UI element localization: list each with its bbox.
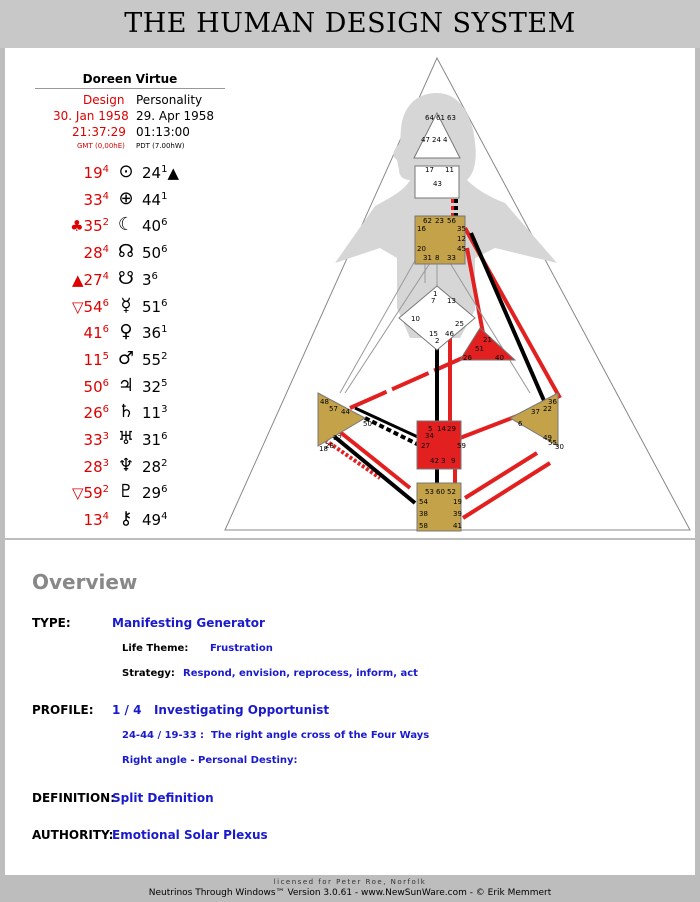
design-gate: 50: [83, 377, 103, 396]
definition-label: DEFINITION:: [32, 791, 116, 805]
gate-label: 33: [447, 254, 456, 262]
gate-label: 43: [433, 180, 442, 188]
gate-label: 25: [455, 320, 464, 328]
gate-label: 7: [431, 297, 436, 305]
report-panel: [5, 540, 695, 875]
design-gate: 28: [83, 457, 103, 476]
personality-gate: 3: [142, 270, 152, 289]
gate-label: 63: [447, 114, 456, 122]
gate-label: 26: [463, 354, 472, 362]
design-line: 4: [102, 270, 109, 282]
personality-date: 29. Apr 1958: [136, 109, 215, 123]
design-line: 4: [102, 164, 109, 175]
gate-label: 60: [436, 488, 445, 496]
gate-label: 36: [548, 398, 557, 406]
gate-label: 57: [329, 405, 338, 413]
personality-gate: 44: [142, 190, 162, 209]
design-date: 30. Jan 1958: [53, 109, 129, 123]
personality-line: 6: [161, 244, 168, 256]
personality-gate: 49: [142, 511, 162, 530]
design-gate: 11: [83, 350, 103, 369]
credit-text: Neutrinos Through Windows™ Version 3.0.61 - www.NewSunWare.com - © Erik Memmert: [148, 888, 552, 898]
gate-label: 14: [437, 425, 446, 433]
gate-label: 51: [475, 345, 484, 353]
gate-label: 44: [341, 408, 350, 416]
personality-line: 6: [161, 431, 168, 442]
personality-time: 01:13:00: [136, 125, 190, 139]
gate-label: 55: [548, 439, 557, 447]
design-gate: 27: [83, 270, 103, 289]
gate-label: 34: [425, 432, 434, 440]
gate-label: 9: [451, 457, 456, 465]
personality-line: 6: [161, 484, 168, 496]
personality-line: 2: [161, 457, 168, 469]
personality-mark: ▲: [167, 164, 180, 182]
gate-label: 61: [436, 114, 445, 122]
personality-gate: 51: [142, 297, 162, 316]
gate-label: 50: [363, 420, 372, 428]
gate-label: 53: [425, 488, 434, 496]
personality-line: 6: [161, 297, 168, 309]
gate-label: 35: [457, 225, 466, 233]
gate-label: 15: [429, 330, 438, 338]
type-value: Manifesting Generator: [112, 616, 265, 630]
gate-label: 56: [447, 217, 456, 225]
gate-label: 4: [443, 136, 448, 144]
personality-line: 2: [161, 350, 168, 362]
gate-label: 13: [447, 297, 456, 305]
personality-line: 1: [161, 164, 168, 175]
jupiter-icon: ♃: [117, 374, 135, 396]
life-theme-label: Life Theme:: [122, 643, 189, 654]
mercury-icon: ☿: [120, 294, 132, 316]
gate-label: 62: [423, 217, 432, 225]
mars-icon: ♂: [117, 347, 135, 369]
bodygraph: [5, 48, 695, 538]
gate-label: 30: [555, 443, 564, 451]
design-gate: 26: [83, 404, 103, 423]
gate-label: 48: [320, 398, 329, 406]
gate-label: 20: [417, 245, 426, 253]
design-gate: 35: [83, 217, 103, 236]
north-node-icon: ☊: [118, 241, 134, 263]
design-line: 4: [102, 190, 109, 202]
design-gate: 28: [83, 244, 103, 263]
personality-gate: 32: [142, 377, 162, 396]
chiron-icon: ⚷: [119, 508, 133, 530]
gate-label: 28: [325, 442, 334, 450]
gate-label: 29: [447, 425, 456, 433]
license-text: licensed for Peter Roe, Norfolk: [273, 878, 427, 886]
design-line: 4: [102, 511, 109, 523]
gate-label: 16: [417, 225, 426, 233]
authority-value: Emotional Solar Plexus: [112, 828, 268, 842]
gate-label: 19: [453, 498, 462, 506]
personality-line: 1: [161, 190, 168, 202]
design-mark: ▲: [71, 270, 84, 289]
design-line: 6: [102, 377, 109, 389]
gate-label: 38: [419, 510, 428, 518]
gate-label: 52: [447, 488, 456, 496]
design-line: 6: [102, 297, 109, 309]
gate-label: 64: [425, 114, 434, 122]
personality-gate: 28: [142, 457, 162, 476]
pluto-icon: ♇: [117, 481, 135, 503]
personality-gate: 55: [142, 350, 162, 369]
design-label: Design: [83, 93, 125, 107]
design-line: 3: [102, 431, 109, 442]
gate-label: 12: [457, 235, 466, 243]
gate-label: 8: [435, 254, 440, 262]
gate-label: 42: [430, 457, 439, 465]
personality-line: 6: [151, 270, 158, 282]
gate-label: 46: [445, 330, 454, 338]
design-gate: 54: [83, 297, 103, 316]
gate-label: 11: [445, 166, 454, 174]
south-node-icon: ☋: [118, 267, 134, 289]
personality-gate: 11: [142, 404, 162, 423]
personality-gate: 36: [142, 324, 162, 343]
design-line: 2: [102, 217, 109, 229]
gate-label: 45: [457, 245, 466, 253]
design-zone: GMT (0,00hE): [77, 142, 125, 150]
authority-label: AUTHORITY:: [32, 828, 114, 842]
type-label: TYPE:: [32, 616, 71, 630]
design-line: 6: [102, 324, 109, 336]
neptune-icon: ♆: [117, 454, 135, 476]
design-time: 21:37:29: [72, 125, 126, 139]
personality-line: 4: [161, 511, 168, 523]
design-line: 3: [102, 457, 109, 469]
design-mark: ♣: [70, 217, 84, 236]
gate-label: 49: [543, 434, 552, 442]
uranus-icon: ♅: [117, 428, 135, 449]
earth-icon: ⊕: [118, 187, 134, 209]
design-mark: ▽: [71, 297, 84, 316]
gate-label: 40: [495, 354, 504, 362]
design-gate: 33: [83, 190, 103, 209]
design-gate: 59: [83, 484, 103, 503]
design-gate: 33: [83, 431, 103, 449]
profile-label: PROFILE:: [32, 703, 94, 717]
gate-label: 39: [453, 510, 462, 518]
design-gate: 13: [83, 511, 103, 530]
overview-heading: Overview: [32, 570, 138, 594]
personality-gate: 31: [142, 431, 162, 449]
strategy-label: Strategy:: [122, 668, 175, 679]
gate-label: 18: [319, 445, 328, 453]
personality-gate: 24: [142, 164, 162, 182]
personality-gate: 50: [142, 244, 162, 263]
gate-label: 22: [543, 405, 552, 413]
design-line: 5: [102, 350, 109, 362]
gate-label: 6: [518, 420, 523, 428]
gate-label: 5: [428, 425, 433, 433]
personality-zone: PDT (7.00hW): [136, 142, 185, 150]
gate-label: 10: [411, 315, 420, 323]
chart-panel: [5, 48, 695, 538]
incarnation-cross: 24-44 / 19-33 : The right angle cross of the Four Ways: [122, 730, 430, 741]
definition-value: Split Definition: [112, 791, 214, 805]
gate-label: 2: [435, 337, 440, 345]
design-line: 6: [102, 404, 109, 416]
personality-line: 5: [161, 377, 168, 389]
personality-gate: 40: [142, 217, 162, 236]
gate-label: 23: [435, 217, 444, 225]
gate-label: 1: [433, 290, 438, 298]
gate-label: 3: [441, 457, 446, 465]
gate-label: 58: [419, 522, 428, 530]
personality-label: Personality: [136, 93, 203, 107]
personality-line: 3: [161, 404, 168, 416]
design-gate: 19: [83, 164, 103, 182]
gate-label: 31: [423, 254, 432, 262]
gate-label: 41: [453, 522, 462, 530]
moon-icon: ☾: [117, 214, 135, 236]
gate-label: 59: [457, 442, 466, 450]
strategy-value: Respond, envision, reprocess, inform, act: [183, 668, 418, 679]
profile-value: 1 / 4 Investigating Opportunist: [112, 703, 330, 717]
personality-gate: 29: [142, 484, 162, 503]
destiny: Right angle - Personal Destiny:: [122, 755, 298, 766]
gate-label: 37: [531, 408, 540, 416]
saturn-icon: ♄: [117, 401, 135, 423]
design-line: 4: [102, 244, 109, 256]
personality-line: 1: [161, 324, 168, 336]
personality-line: 6: [161, 217, 168, 229]
life-theme-value: Frustration: [210, 643, 273, 654]
person-name: Doreen Virtue: [82, 72, 178, 86]
gate-label: 27: [421, 442, 430, 450]
design-gate: 41: [83, 324, 103, 343]
page-title: THE HUMAN DESIGN SYSTEM: [0, 0, 700, 48]
design-mark: ▽: [71, 484, 84, 503]
gate-label: 32: [333, 434, 342, 442]
gate-label: 47: [421, 136, 430, 144]
design-line: 2: [102, 484, 109, 496]
gate-label: 21: [483, 336, 492, 344]
gate-label: 54: [419, 498, 428, 506]
gate-label: 24: [432, 136, 441, 144]
venus-icon: ♀: [119, 321, 133, 343]
sun-icon: ⊙: [118, 161, 134, 182]
gate-label: 17: [425, 166, 434, 174]
